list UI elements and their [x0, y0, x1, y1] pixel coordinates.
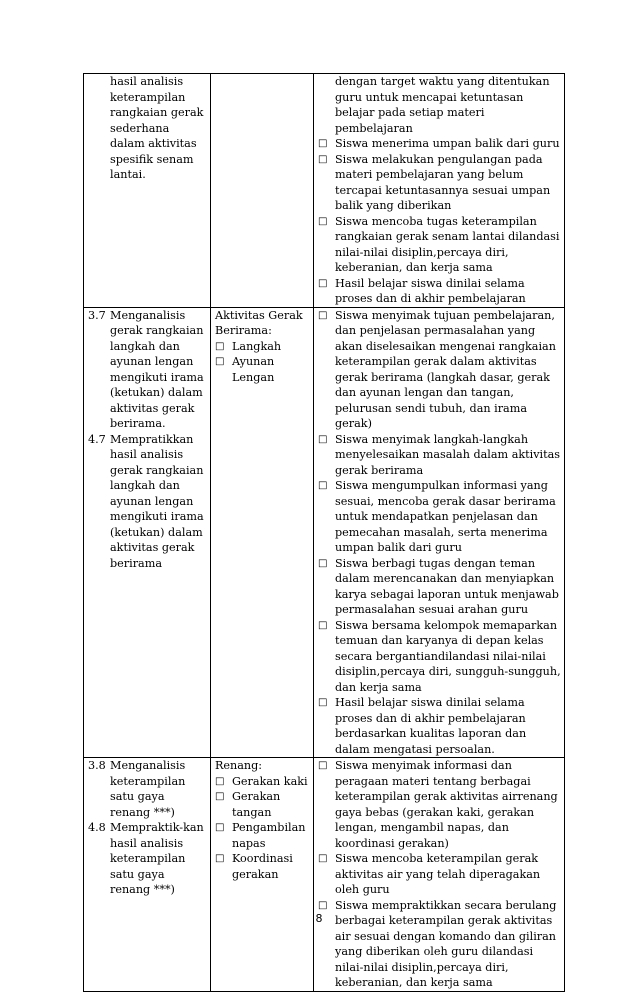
materi-item-text: Gerakan kaki	[232, 774, 308, 788]
activity-text: Siswa mencoba keterampilan gerak aktivitas air yang telah diperagakan oleh guru	[335, 852, 541, 896]
activity-item	[318, 214, 561, 276]
activity-text: Siswa menerima umpan balik dari guru	[335, 137, 560, 150]
activity-continuation: dengan target waktu yang ditentukan guru untuk mencapai ketuntasan belajar pada setiap materi pembelajaran	[335, 75, 550, 135]
materi-item-text: Ayunan Lengan	[232, 355, 275, 384]
checkbox-bullet-icon	[215, 789, 232, 820]
kd-cell	[84, 74, 211, 308]
materi-title: Aktivitas Gerak Berirama:	[215, 308, 303, 337]
kd-number: 3.8	[88, 759, 106, 772]
activity-item	[318, 478, 561, 556]
materi-item-text: Gerakan tangan	[232, 790, 281, 819]
checkbox-bullet-icon	[318, 478, 335, 556]
materi-cell	[211, 758, 314, 992]
checkbox-bullet-icon	[215, 774, 232, 790]
kd-text: Mempratikkan hasil analisis gerak rangkaian langkah dan ayunan lengan mengikuti irama (ketukan) dalam aktivitas gerak berirama	[110, 432, 204, 570]
activity-item	[318, 618, 561, 696]
materi-title: Renang:	[215, 759, 263, 772]
checkbox-bullet-icon	[318, 556, 335, 618]
activity-text: Siswa menyimak tujuan pembelajaran, dan penjelasan permasalahan yang akan diselesaikan mengenai rangkaian keterampilan gerak dalam aktivitas gerak berirama (langkah dasar, gerak dan ayunan lengan dan tangan, pelurusan sendi tubuh, dan irama gerak)	[335, 308, 556, 430]
checkbox-bullet-icon	[215, 851, 232, 882]
kd-text: Mempraktik-kan hasil analisis keterampilan satu gaya renang ***)	[110, 821, 204, 896]
table-row	[84, 758, 565, 992]
materi-item	[215, 339, 310, 355]
activity-item	[318, 758, 561, 851]
checkbox-bullet-icon	[318, 695, 335, 757]
activity-text: Siswa melakukan pengulangan pada materi pembelajaran yang belum tercapai ketuntasannya sesuai umpan balik yang diberikan	[335, 152, 551, 212]
table-row	[84, 74, 565, 308]
checkbox-bullet-icon	[318, 758, 335, 851]
activity-text: Siswa mempraktikkan secara berulang berbagai keterampilan gerak aktivitas air sesuai dengan komando dan giliran yang diberikan oleh guru dilandasi nilai-nilai disiplin,percaya diri, keberanian, dan kerja sama	[335, 898, 557, 989]
materi-item	[215, 354, 310, 385]
activity-item	[318, 695, 561, 757]
checkbox-bullet-icon	[318, 618, 335, 696]
materi-item-text: Langkah	[232, 339, 282, 353]
activities-cell	[314, 74, 565, 308]
table-row	[84, 307, 565, 758]
kd-number: 4.8	[88, 821, 106, 834]
materi-cell	[211, 307, 314, 758]
activity-item	[318, 152, 561, 214]
checkbox-bullet-icon	[318, 136, 335, 152]
activity-item	[318, 432, 561, 479]
checkbox-bullet-icon	[318, 152, 335, 214]
kd-text: Menganalisis gerak rangkaian langkah dan ayunan lengan mengikuti irama (ketukan) dalam aktivitas gerak berirama.	[110, 308, 204, 430]
checkbox-bullet-icon	[318, 432, 335, 479]
syllabus-table	[83, 73, 565, 992]
kd-cell	[84, 758, 211, 992]
checkbox-bullet-icon	[318, 851, 335, 898]
kd-item	[88, 820, 207, 898]
activity-item	[318, 136, 561, 152]
checkbox-bullet-icon	[215, 339, 232, 355]
kd-item	[88, 758, 207, 820]
activity-text: Siswa mengumpulkan informasi yang sesuai, mencoba gerak dasar berirama untuk mendapatkan penjelasan dan pemecahan masalah, serta menerima umpan balik dari guru	[335, 479, 556, 554]
kd-item	[88, 432, 207, 572]
materi-item-text: Pengambilan napas	[232, 821, 306, 850]
page-number: 8	[315, 912, 323, 925]
activity-text: Hasil belajar siswa dinilai selama proses dan di akhir pembelajaran	[335, 276, 526, 305]
checkbox-bullet-icon	[215, 820, 232, 851]
activity-text: Siswa menyimak informasi dan peragaan materi tentang berbagai keterampilan gerak aktivitas airrenang gaya bebas (gerakan kaki, gerakan lengan, mengambil napas, dan koordinasi gerakan)	[335, 759, 558, 850]
checkbox-bullet-icon	[318, 214, 335, 276]
materi-item	[215, 789, 310, 820]
activity-item	[318, 851, 561, 898]
activities-cell	[314, 758, 565, 992]
activity-text: Siswa bersama kelompok memaparkan temuan dan karyanya di depan kelas secara bergantiandilandasi nilai-nilai disiplin,percaya diri, sungguh-sungguh, dan kerja sama	[335, 618, 561, 694]
activity-item	[318, 308, 561, 432]
activity-item	[318, 276, 561, 307]
checkbox-bullet-icon	[318, 308, 335, 432]
activity-text: Siswa menyimak langkah-langkah menyelesaikan masalah dalam aktivitas gerak berirama	[335, 432, 561, 477]
materi-item-text: Koordinasi gerakan	[232, 852, 293, 881]
kd-number: 4.7	[88, 432, 106, 446]
materi-item	[215, 820, 310, 851]
activity-text: Siswa mencoba tugas keterampilan rangkaian gerak senam lantai dilandasi nilai-nilai disiplin,percaya diri, keberanian, dan kerja sama	[335, 214, 560, 274]
kd-text: hasil analisis keterampilan rangkaian gerak sederhana dalam aktivitas spesifik senam lantai.	[110, 75, 204, 181]
kd-item	[88, 74, 207, 183]
checkbox-bullet-icon	[215, 354, 232, 385]
kd-number: 3.7	[88, 308, 106, 322]
materi-item	[215, 774, 310, 790]
kd-item	[88, 308, 207, 432]
activity-text: Siswa berbagi tugas dengan teman dalam merencanakan dan menyiapkan karya sebagai laporan untuk menjawab permasalahan sesuai arahan guru	[335, 556, 559, 616]
materi-cell	[211, 74, 314, 308]
kd-cell	[84, 307, 211, 758]
materi-item	[215, 851, 310, 882]
kd-text: Menganalisis keterampilan satu gaya renang ***)	[110, 759, 186, 819]
activity-text: Hasil belajar siswa dinilai selama proses dan di akhir pembelajaran berdasarkan kualitas laporan dan dalam mengatasi persoalan.	[335, 696, 527, 756]
activity-item	[318, 556, 561, 618]
checkbox-bullet-icon	[318, 276, 335, 307]
activities-cell	[314, 307, 565, 758]
